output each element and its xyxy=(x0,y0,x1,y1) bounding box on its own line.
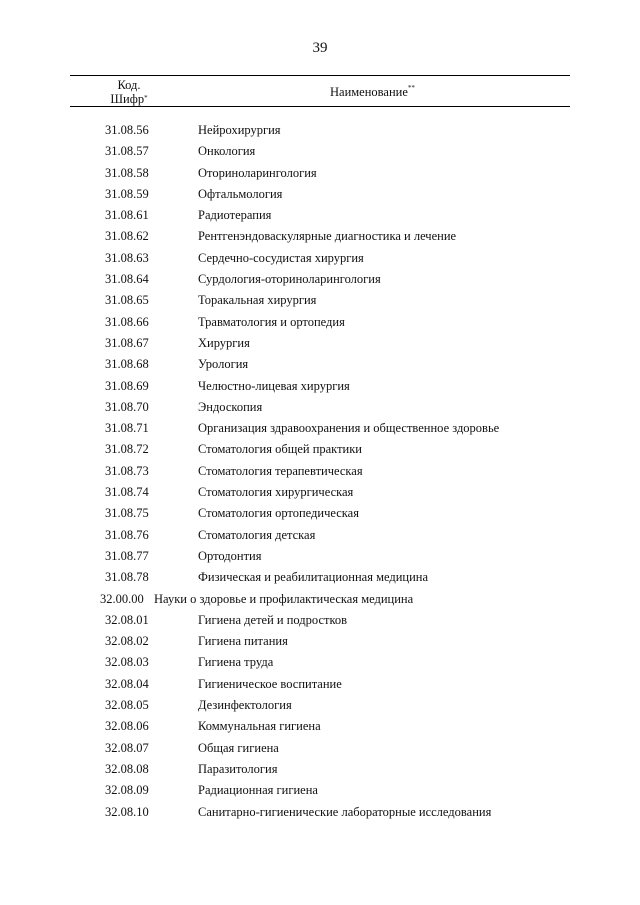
table-row xyxy=(0,525,640,546)
table-header-bottom-rule xyxy=(70,106,570,107)
row-name: Гигиена труда xyxy=(198,655,274,670)
row-name: Дезинфектология xyxy=(198,698,292,713)
row-code: 31.08.72 xyxy=(105,442,149,457)
row-code: 31.08.67 xyxy=(105,335,149,350)
row-name: Торакальная хирургия xyxy=(198,293,317,308)
table-row xyxy=(0,205,640,226)
page-number: 39 xyxy=(312,40,328,56)
table-row xyxy=(0,226,640,247)
row-name: Стоматология ортопедическая xyxy=(198,506,359,521)
row-name: Оториноларингология xyxy=(198,165,317,180)
row-code: 31.08.71 xyxy=(105,421,149,436)
row-code: 32.08.06 xyxy=(105,719,149,734)
row-code: 32.08.08 xyxy=(105,761,149,776)
row-code: 32.08.05 xyxy=(105,698,149,713)
row-code: 31.08.62 xyxy=(105,229,149,244)
row-code: 32.08.07 xyxy=(105,740,149,755)
table-row xyxy=(0,163,640,184)
row-code: 32.08.09 xyxy=(105,783,149,798)
table-header-name xyxy=(330,85,415,100)
row-name: Радиационная гигиена xyxy=(198,783,318,798)
row-code: 31.08.75 xyxy=(105,506,149,521)
table-row xyxy=(0,652,640,673)
table-row xyxy=(0,248,640,269)
row-code: 31.08.63 xyxy=(105,250,149,265)
row-code: 32.08.04 xyxy=(105,676,149,691)
table-row xyxy=(0,461,640,482)
row-code: 31.08.65 xyxy=(105,293,149,308)
table-row xyxy=(0,610,640,631)
row-name: Коммунальная гигиена xyxy=(198,719,321,734)
table-row xyxy=(0,759,640,780)
table-row xyxy=(0,738,640,759)
table-row xyxy=(0,567,640,588)
table-row xyxy=(0,333,640,354)
row-name: Стоматология общей практики xyxy=(198,442,363,457)
row-code: 31.08.69 xyxy=(105,378,149,393)
table-group-row xyxy=(0,589,640,610)
row-name: Радиотерапия xyxy=(198,208,272,223)
row-name: Общая гигиена xyxy=(198,740,279,755)
row-code: 31.08.73 xyxy=(105,463,149,478)
row-code: 31.08.66 xyxy=(105,314,149,329)
table-row xyxy=(0,312,640,333)
row-name: Физическая и реабилитационная медицина xyxy=(198,570,429,585)
table-header-code-label: Шифр xyxy=(110,92,145,106)
row-code: 31.08.70 xyxy=(105,399,149,414)
row-name: Санитарно-гигиенические лабораторные исследования xyxy=(198,804,492,819)
table-row xyxy=(0,290,640,311)
row-code: 31.08.59 xyxy=(105,186,149,201)
table-row xyxy=(0,120,640,141)
table-header-code-line2 xyxy=(86,92,172,106)
row-name: Челюстно-лицевая хирургия xyxy=(198,378,350,393)
table-row xyxy=(0,503,640,524)
row-name: Организация здравоохранения и общественное здоровье xyxy=(198,421,500,436)
table-row xyxy=(0,397,640,418)
table-row xyxy=(0,184,640,205)
table-header-code-line1: Код. xyxy=(117,78,141,92)
row-name: Науки о здоровье и профилактическая медицина xyxy=(154,591,414,606)
row-name: Травматология и ортопедия xyxy=(198,314,345,329)
table-row xyxy=(0,141,640,162)
row-name: Хирургия xyxy=(198,335,250,350)
row-code: 32.08.02 xyxy=(105,634,149,649)
table-header-top-rule xyxy=(70,75,570,76)
table-row xyxy=(0,354,640,375)
row-name: Стоматология хирургическая xyxy=(198,485,354,500)
table-row xyxy=(0,802,640,823)
footnote-mark-name: ** xyxy=(407,84,415,92)
row-name: Гигиена питания xyxy=(198,634,288,649)
row-code: 32.08.01 xyxy=(105,612,149,627)
table-row xyxy=(0,418,640,439)
row-name: Сердечно-сосудистая хирургия xyxy=(198,250,364,265)
row-name: Ортодонтия xyxy=(198,548,262,563)
row-name: Гигиеническое воспитание xyxy=(198,676,342,691)
row-code: 31.08.56 xyxy=(105,123,149,137)
table-row xyxy=(0,546,640,567)
row-name: Стоматология детская xyxy=(198,527,316,542)
row-code: 31.08.61 xyxy=(105,208,149,223)
table-row xyxy=(0,716,640,737)
row-code: 31.08.74 xyxy=(105,485,149,500)
table-row xyxy=(0,482,640,503)
row-name: Паразитология xyxy=(198,761,278,776)
row-name: Стоматология терапевтическая xyxy=(198,463,363,478)
row-name: Гигиена детей и подростков xyxy=(198,612,348,627)
row-code: 32.08.10 xyxy=(105,804,149,819)
table-row xyxy=(0,439,640,460)
row-code: 31.08.77 xyxy=(105,548,149,563)
table-row xyxy=(0,376,640,397)
row-code: 31.08.57 xyxy=(105,144,149,159)
table-body xyxy=(0,120,640,823)
table-header-code xyxy=(86,78,172,106)
row-name: Онкология xyxy=(198,144,256,159)
row-name: Урология xyxy=(198,357,249,372)
table-header-name-label: Наименование xyxy=(330,85,408,99)
row-code: 31.08.68 xyxy=(105,357,149,372)
row-code: 32.00.00 xyxy=(100,591,144,606)
footnote-mark-code: * xyxy=(144,94,148,102)
row-code: 31.08.78 xyxy=(105,570,149,585)
table-row xyxy=(0,631,640,652)
row-code: 31.08.58 xyxy=(105,165,149,180)
table-row xyxy=(0,674,640,695)
table-row xyxy=(0,780,640,801)
row-name: Офтальмология xyxy=(198,186,283,201)
row-code: 31.08.76 xyxy=(105,527,149,542)
row-name: Рентгенэндоваскулярные диагностика и лечение xyxy=(198,229,457,244)
table-row xyxy=(0,695,640,716)
row-name: Сурдология-оториноларингология xyxy=(198,272,381,287)
row-name: Нейрохирургия xyxy=(198,123,281,137)
row-code: 31.08.64 xyxy=(105,272,149,287)
table-row xyxy=(0,269,640,290)
row-name: Эндоскопия xyxy=(198,399,263,414)
row-code: 32.08.03 xyxy=(105,655,149,670)
